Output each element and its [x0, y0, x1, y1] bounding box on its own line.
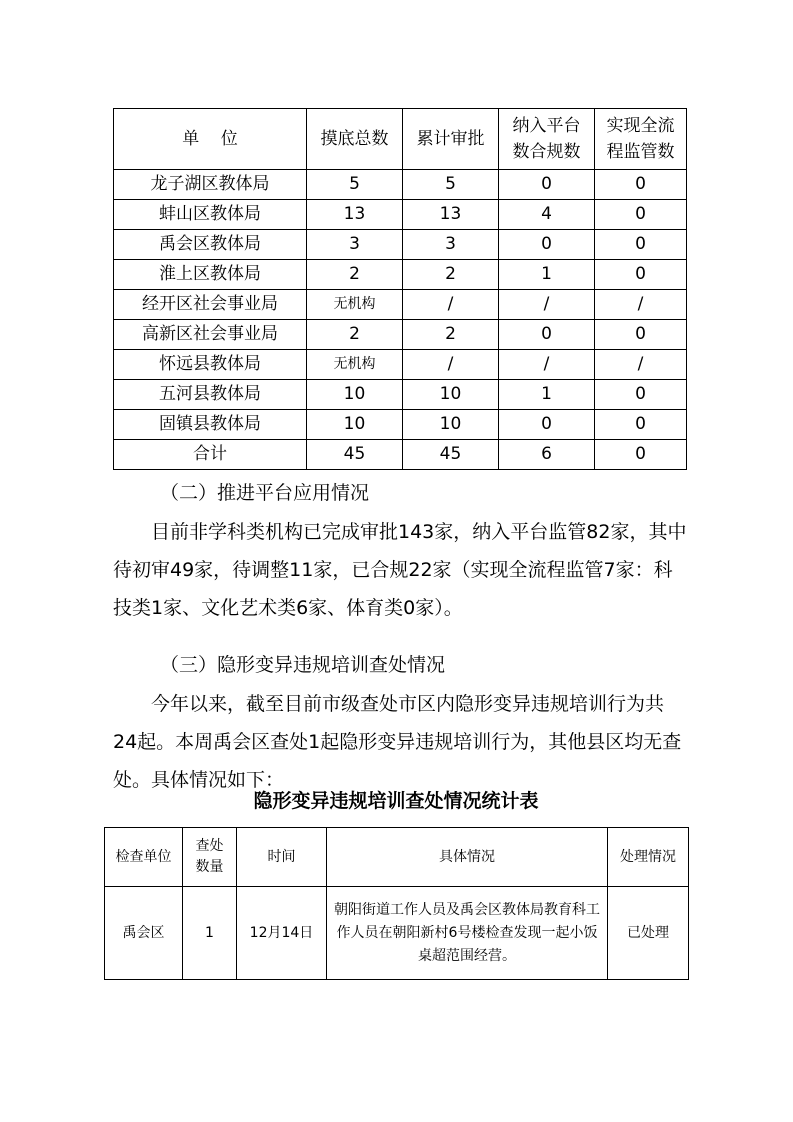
cell-approved-total: 2 [403, 260, 499, 290]
cell-surveyed-total: 5 [307, 170, 403, 200]
table-row [114, 260, 687, 290]
institution-stats-body [114, 170, 687, 470]
cell-approved-total: 3 [403, 230, 499, 260]
table-row [114, 230, 687, 260]
cell-unit: 禹会区 [105, 887, 183, 980]
header-count-line2: 数量 [195, 859, 224, 875]
cell-unit: 五河县教体局 [114, 380, 307, 410]
cell-unit: 合计 [114, 440, 307, 470]
cell-surveyed-total: 2 [307, 260, 403, 290]
table-header-row [105, 828, 689, 887]
cell-full-supervision: 0 [595, 320, 687, 350]
cell-approved-total: / [403, 290, 499, 320]
table-row [114, 200, 687, 230]
cell-full-supervision: 0 [595, 260, 687, 290]
section-3-heading: （三）隐形变异违规培训查处情况 [160, 654, 446, 676]
cell-full-supervision: 0 [595, 170, 687, 200]
cell-unit: 固镇县教体局 [114, 410, 307, 440]
cell-full-supervision: / [595, 350, 687, 380]
cell-surveyed-total: 13 [307, 200, 403, 230]
cell-handling: 已处理 [608, 887, 689, 980]
cell-platform-compliant: 6 [499, 440, 595, 470]
cell-approved-total: 10 [403, 380, 499, 410]
header-count-line1: 查处 [195, 838, 224, 854]
cell-approved-total: 10 [403, 410, 499, 440]
cell-surveyed-total: 2 [307, 320, 403, 350]
cell-full-supervision: 0 [595, 200, 687, 230]
table-row [114, 410, 687, 440]
cell-approved-total: 5 [403, 170, 499, 200]
table-row [114, 440, 687, 470]
table-row [105, 887, 689, 980]
cell-approved-total: / [403, 350, 499, 380]
violation-stats-table [104, 827, 689, 980]
header-surveyed-total: 摸底总数 [307, 109, 403, 170]
header-full-supervision-line2: 程监管数 [606, 142, 675, 162]
table2-caption: 隐形变异违规培训查处情况统计表 [253, 790, 539, 812]
table-header-row [114, 109, 687, 170]
cell-surveyed-total: 无机构 [307, 350, 403, 380]
institution-stats-table [113, 108, 687, 470]
header-unit: 单 位 [114, 109, 307, 170]
cell-platform-compliant: 0 [499, 230, 595, 260]
header-platform-compliant-line1: 纳入平台 [512, 116, 581, 136]
cell-platform-compliant: 4 [499, 200, 595, 230]
cell-platform-compliant: 0 [499, 320, 595, 350]
cell-full-supervision: 0 [595, 440, 687, 470]
cell-detail: 朝阳街道工作人员及禹会区教体局教育科工作人员在朝阳新村6号楼检查发现一起小饭桌超范围经营。 [327, 887, 608, 980]
cell-unit: 高新区社会事业局 [114, 320, 307, 350]
header-time: 时间 [237, 828, 327, 887]
cell-platform-compliant: 0 [499, 170, 595, 200]
cell-full-supervision: 0 [595, 230, 687, 260]
table-row [114, 350, 687, 380]
cell-surveyed-total: 无机构 [307, 290, 403, 320]
header-inspection-unit: 检查单位 [105, 828, 183, 887]
table-row [114, 290, 687, 320]
cell-unit: 龙子湖区教体局 [114, 170, 307, 200]
header-count [183, 828, 237, 887]
cell-approved-total: 13 [403, 200, 499, 230]
table-row [114, 170, 687, 200]
section-2-heading: （二）推进平台应用情况 [160, 482, 370, 504]
header-platform-compliant [499, 109, 595, 170]
header-full-supervision [595, 109, 687, 170]
cell-platform-compliant: 0 [499, 410, 595, 440]
cell-platform-compliant: / [499, 290, 595, 320]
cell-surveyed-total: 3 [307, 230, 403, 260]
table-row [114, 320, 687, 350]
header-approved-total: 累计审批 [403, 109, 499, 170]
cell-unit: 蚌山区教体局 [114, 200, 307, 230]
cell-platform-compliant: 1 [499, 380, 595, 410]
cell-full-supervision: / [595, 290, 687, 320]
cell-unit: 经开区社会事业局 [114, 290, 307, 320]
cell-approved-total: 45 [403, 440, 499, 470]
cell-surveyed-total: 10 [307, 380, 403, 410]
section-3-paragraph: 今年以来，截至目前市级查处市区内隐形变异违规培训行为共24起。本周禹会区查处1起隐形变异违规培训行为，其他县区均无查处。具体情况如下： [113, 693, 682, 791]
cell-unit: 淮上区教体局 [114, 260, 307, 290]
cell-unit: 禹会区教体局 [114, 230, 307, 260]
header-full-supervision-line1: 实现全流 [606, 116, 675, 136]
header-handling: 处理情况 [608, 828, 689, 887]
cell-unit: 怀远县教体局 [114, 350, 307, 380]
cell-surveyed-total: 10 [307, 410, 403, 440]
section-2-paragraph: 目前非学科类机构已完成审批143家，纳入平台监管82家，其中待初审49家，待调整11家，已合规22家（实现全流程监管7家：科技类1家、文化艺术类6家、体育类0家）。 [113, 521, 687, 619]
cell-platform-compliant: 1 [499, 260, 595, 290]
header-platform-compliant-line2: 数合规数 [512, 142, 581, 162]
cell-surveyed-total: 45 [307, 440, 403, 470]
cell-count: 1 [183, 887, 237, 980]
cell-time: 12月14日 [237, 887, 327, 980]
cell-platform-compliant: / [499, 350, 595, 380]
cell-approved-total: 2 [403, 320, 499, 350]
cell-full-supervision: 0 [595, 410, 687, 440]
cell-full-supervision: 0 [595, 380, 687, 410]
header-detail: 具体情况 [327, 828, 608, 887]
table-row [114, 380, 687, 410]
